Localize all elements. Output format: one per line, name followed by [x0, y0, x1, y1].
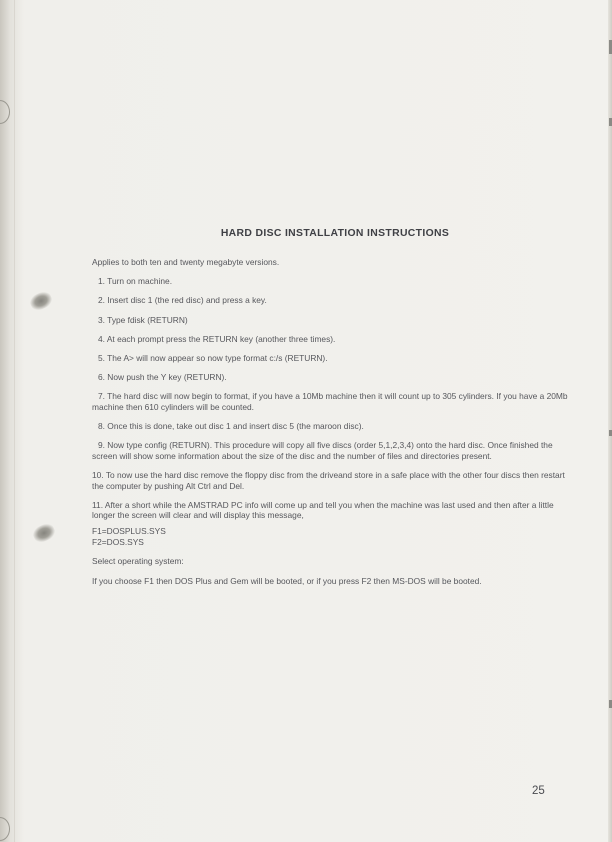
boot-option: F1=DOSPLUS.SYS: [92, 526, 166, 537]
instructions-body: [92, 229, 570, 595]
select-prompt: Select operating system:: [92, 556, 184, 567]
ink-smudge: [31, 521, 58, 545]
binder-hole: [0, 100, 10, 124]
binding-gutter: [14, 0, 15, 842]
step-item: 9. Now type config (RETURN). This procedure will copy all five discs (order 5,1,2,3,4) onto the hard disc. Once finished the screen will show some information about the size of the disc and the number of files and directories present.: [92, 440, 553, 461]
step-item: 1. Turn on machine.: [98, 276, 173, 287]
step-item: 2. Insert disc 1 (the red disc) and press a key.: [98, 295, 267, 306]
step-item: 3. Type fdisk (RETURN): [98, 314, 188, 325]
step-item: 6. Now push the Y key (RETURN).: [98, 372, 227, 383]
intro-text: Applies to both ten and twenty megabyte versions.: [92, 256, 280, 267]
step-item: 5. The A> will now appear so now type format c:/s (RETURN).: [98, 352, 328, 363]
closing-text: If you choose F1 then DOS Plus and Gem will be booted, or if you press F2 then MS-DOS will be booted.: [92, 575, 482, 586]
binder-hole: [0, 817, 10, 841]
page-number: 25: [532, 785, 545, 797]
boot-options: [92, 526, 570, 547]
page-title: HARD DISC INSTALLATION INSTRUCTIONS: [220, 228, 450, 239]
boot-option: F2=DOS.SYS: [92, 536, 144, 547]
ink-smudge: [28, 289, 55, 313]
steps-list: [92, 276, 570, 521]
step-item: 11. After a short while the AMSTRAD PC info will come up and tell you when the machine was last used and then after a little longer the screen will clear and will display this message,: [92, 499, 554, 521]
step-item: 8. Once this is done, take out disc 1 and insert disc 5 (the maroon disc).: [98, 421, 364, 432]
step-item: 4. At each prompt press the RETURN key (another three times).: [98, 333, 336, 344]
page-right-edge: [608, 0, 612, 842]
step-item: 7. The hard disc will now begin to format, if you have a 10Mb machine then it will count up to 305 cylinders. If you have a 20Mb machine then 610 cylinders will be counted.: [92, 391, 568, 412]
step-item: 10. To now use the hard disc remove the floppy disc from the driveand store in a safe place with the other four discs then restart the computer by pushing Alt Ctrl and Del.: [92, 470, 565, 491]
